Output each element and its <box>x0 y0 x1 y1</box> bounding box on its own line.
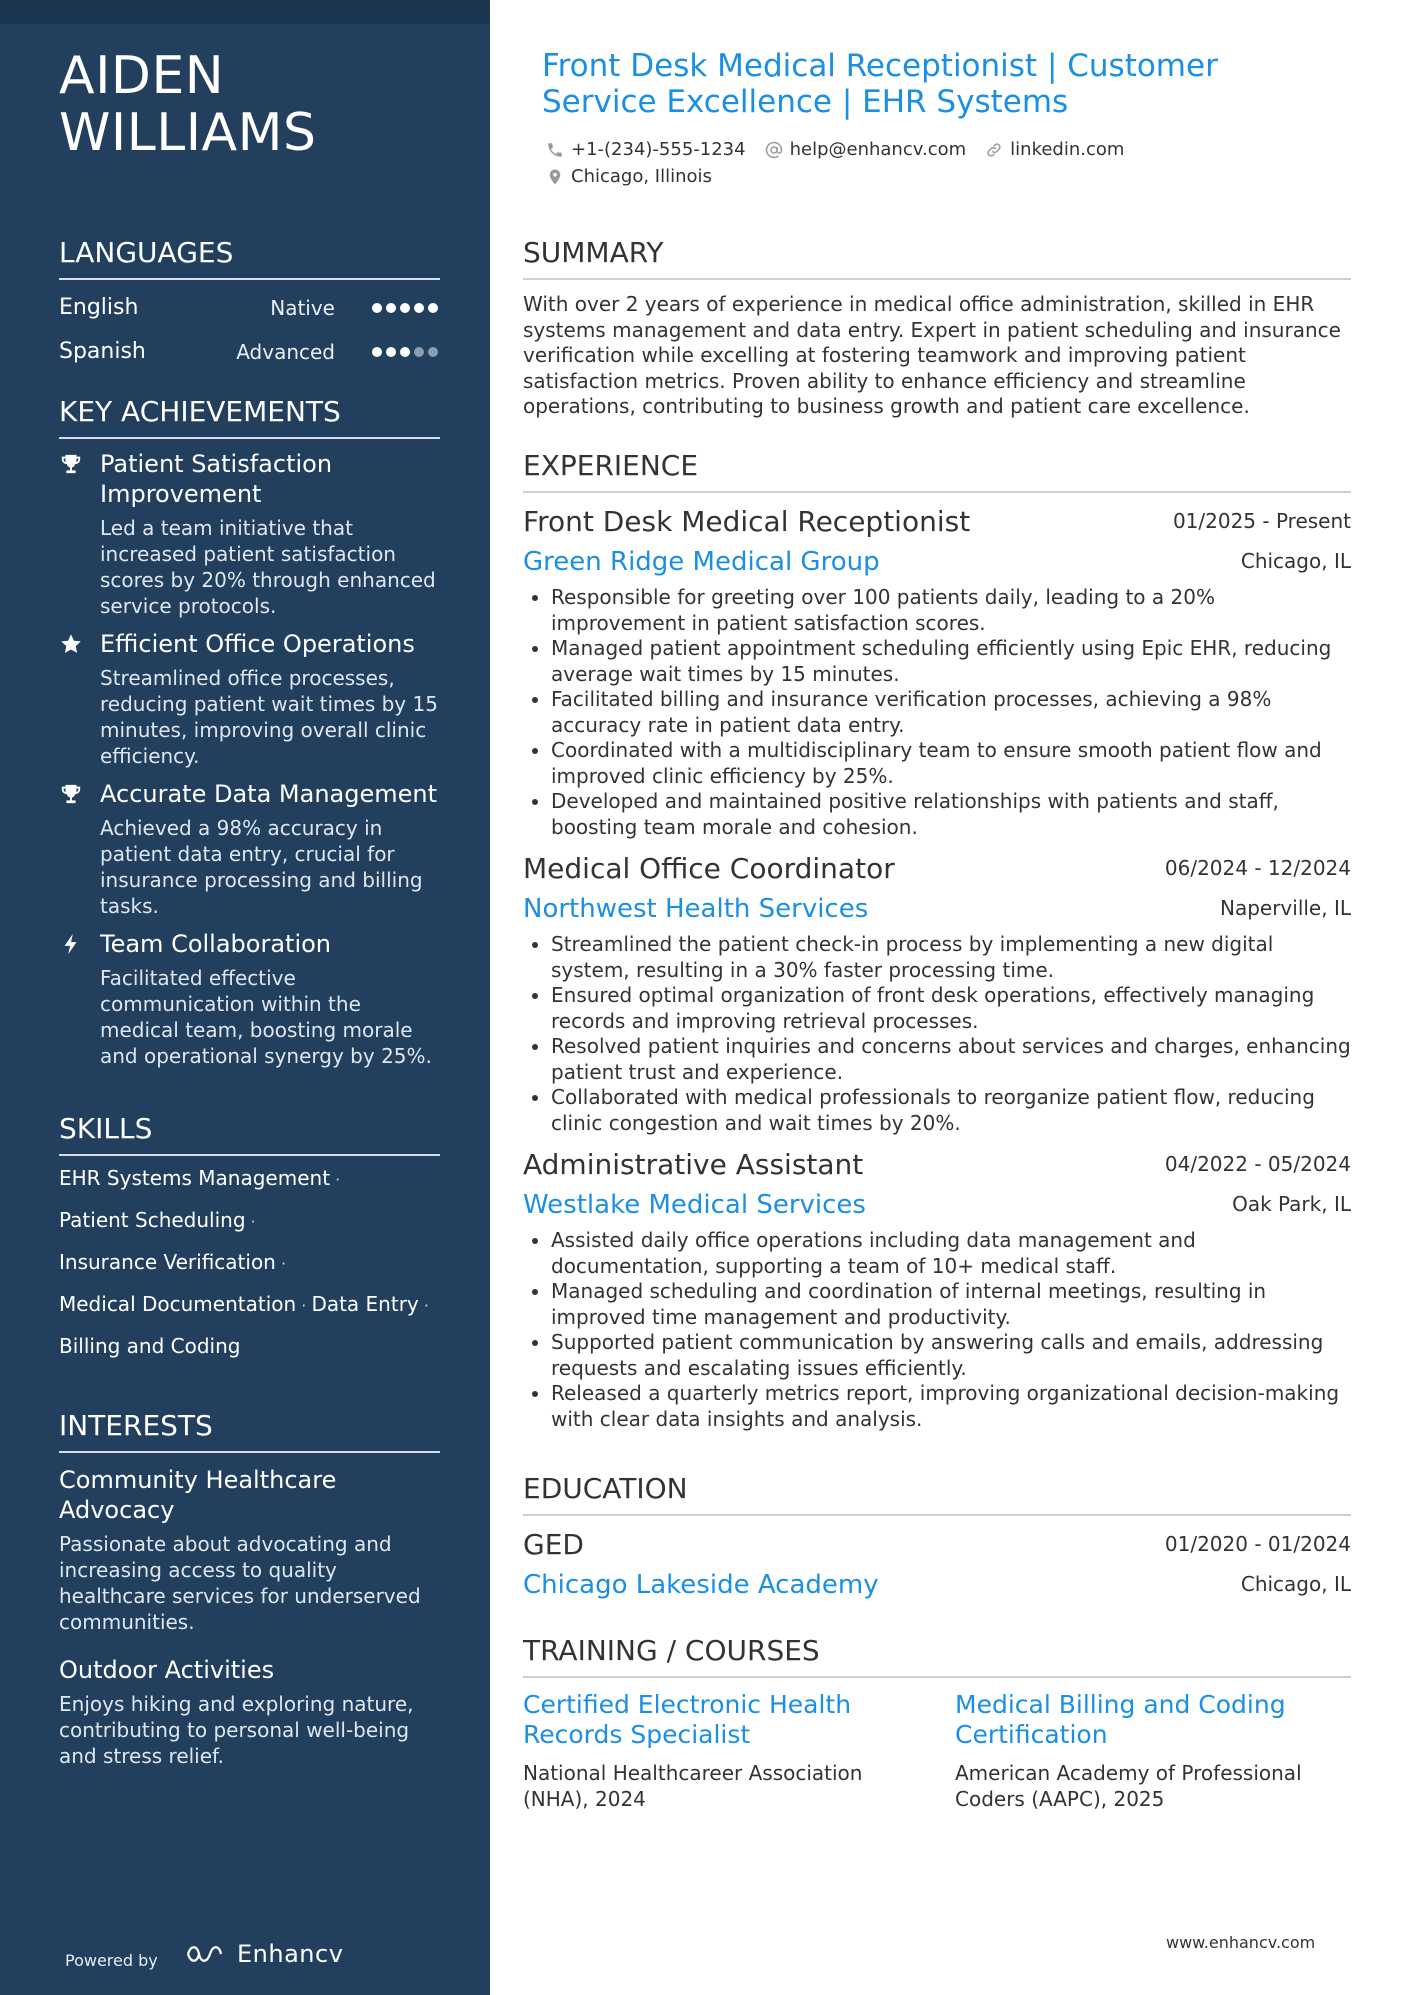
experience-section <box>523 449 1351 1444</box>
achievement-item <box>59 449 440 619</box>
rating-dot-filled <box>400 303 410 313</box>
interest-desc: Passionate about advocating and increasing access to quality healthcare services for underserved communities. <box>59 1532 421 1634</box>
rating-dot-filled <box>386 347 396 357</box>
rating-dot-filled <box>414 303 424 313</box>
skill-item: EHR Systems Management <box>59 1166 331 1190</box>
skill-item: Billing and Coding <box>59 1334 241 1358</box>
star-icon <box>59 633 83 657</box>
interest-title: Community Healthcare Advocacy <box>59 1466 337 1524</box>
skill-line: Medical Documentation · Data Entry · <box>59 1292 429 1316</box>
job-bullet: • Managed scheduling and coordination of internal meetings, resulting in improved time management and productivity. <box>551 1279 1351 1330</box>
job-dates: 04/2022 - 05/2024 <box>1164 1152 1351 1176</box>
skill-item: Medical Documentation <box>59 1292 297 1316</box>
enhancv-brand: Enhancv <box>237 1940 344 1968</box>
interest-title: Outdoor Activities <box>59 1656 275 1684</box>
job-company: Green Ridge Medical Group <box>523 547 880 577</box>
contact-info <box>545 136 1365 190</box>
course-title: Medical Billing and Coding Certification <box>955 1690 1286 1749</box>
footer-url[interactable]: www.enhancv.com <box>1166 1933 1316 1952</box>
job-bullet: • Resolved patient inquiries and concerns about services and charges, enhancing patient trust and experience. <box>551 1034 1351 1085</box>
rating-dot-filled <box>372 347 382 357</box>
training-title: TRAINING / COURSES <box>523 1634 1351 1678</box>
education-location: Chicago, IL <box>1240 1572 1351 1596</box>
skills-section <box>59 1112 440 1375</box>
rating-dot-filled <box>386 303 396 313</box>
linkedin-text[interactable]: linkedin.com <box>1010 139 1125 160</box>
achievement-item <box>59 629 440 769</box>
interests-section <box>59 1409 440 1769</box>
job-location: Naperville, IL <box>1219 896 1351 920</box>
achievement-desc: Facilitated effective communication within the medical team, boosting morale and operational synergy by 25%. <box>100 966 432 1068</box>
course-title: Certified Electronic Health Records Specialist <box>523 1690 852 1749</box>
job-company: Westlake Medical Services <box>523 1190 866 1220</box>
degree: GED <box>523 1528 584 1561</box>
language-level: Advanced <box>236 340 335 364</box>
skill-line: Insurance Verification · <box>59 1250 287 1274</box>
training-section <box>523 1634 1351 1812</box>
trophy-icon <box>59 783 83 807</box>
contact-phone <box>545 139 746 160</box>
rating-dot-filled <box>400 347 410 357</box>
achievement-item <box>59 929 440 1069</box>
powered-by-label: Powered by <box>65 1951 158 1970</box>
language-row <box>59 330 440 374</box>
job-entry <box>523 1148 1351 1432</box>
trophy-icon <box>59 453 83 477</box>
achievement-title: Team Collaboration <box>100 930 332 958</box>
language-row <box>59 286 440 330</box>
rating-dot-empty <box>428 347 438 357</box>
achievement-desc: Led a team initiative that increased patient satisfaction scores by 20% through enhanced service protocols. <box>100 516 436 618</box>
bolt-icon <box>59 933 83 957</box>
rating-dot-empty <box>414 347 424 357</box>
contact-location <box>545 166 712 187</box>
job-bullet: • Released a quarterly metrics report, improving organizational decision-making with clear data insights and analysis. <box>551 1381 1351 1432</box>
achievement-desc: Achieved a 98% accuracy in patient data entry, crucial for insurance processing and billing tasks. <box>100 816 423 918</box>
job-bullet: • Supported patient communication by answering calls and emails, addressing requests and escalating issues efficiently. <box>551 1330 1351 1381</box>
location-pin-icon <box>545 167 565 187</box>
job-title: Administrative Assistant <box>523 1148 864 1181</box>
skill-item: Insurance Verification <box>59 1250 276 1274</box>
education-dates: 01/2020 - 01/2024 <box>1164 1532 1351 1556</box>
job-bullet: • Ensured optimal organization of front desk operations, effectively managing records and improving retrieval processes. <box>551 983 1351 1034</box>
skill-line: Patient Scheduling · <box>59 1208 256 1232</box>
education-title: EDUCATION <box>523 1472 1351 1516</box>
job-title: Medical Office Coordinator <box>523 852 895 885</box>
job-location: Chicago, IL <box>1240 549 1351 573</box>
phone-text: +1-(234)-555-1234 <box>571 139 746 160</box>
job-company: Northwest Health Services <box>523 894 869 924</box>
summary-section <box>523 236 1351 420</box>
job-bullets <box>523 932 1351 1136</box>
email-text[interactable]: help@enhancv.com <box>789 139 967 160</box>
phone-icon <box>545 140 565 160</box>
job-dates: 01/2025 - Present <box>1172 509 1351 533</box>
skills-title: SKILLS <box>59 1112 440 1156</box>
skill-line <box>59 1333 440 1359</box>
education-section <box>523 1472 1351 1620</box>
job-title: Front Desk Medical Receptionist <box>523 505 971 538</box>
enhancv-logo <box>185 1940 343 1968</box>
contact-email[interactable] <box>764 139 967 160</box>
achievement-item <box>59 779 440 919</box>
job-bullets <box>523 585 1351 840</box>
summary-title: SUMMARY <box>523 236 1351 280</box>
rating-dot-filled <box>428 303 438 313</box>
job-bullet: • Managed patient appointment scheduling efficiently using Epic EHR, reducing average wait times by 15 minutes. <box>551 636 1351 687</box>
education-entry <box>523 1528 1351 1608</box>
contact-linkedin[interactable] <box>984 139 1124 160</box>
summary-text: With over 2 years of experience in medical office administration, skilled in EHR systems management and data entry. Expert in patient scheduling and insurance verification while excelling at fostering teamwork and improving patient satisfaction metrics. Proven ability to enhance efficiency and streamline operations, contributing to business growth and patient care excellence. <box>523 292 1341 418</box>
course-item <box>523 1690 903 1812</box>
course-desc: American Academy of Professional Coders (AAPC), 2025 <box>955 1761 1302 1811</box>
enhancv-logo-icon <box>185 1942 229 1966</box>
job-location: Oak Park, IL <box>1232 1192 1351 1216</box>
language-rating <box>372 286 438 330</box>
achievement-desc: Streamlined office processes, reducing patient wait times by 15 minutes, improving overall clinic efficiency. <box>100 666 438 768</box>
language-rating <box>372 330 438 374</box>
candidate-name: AIDEN WILLIAMS <box>59 46 317 163</box>
languages-section <box>59 236 440 374</box>
experience-title: EXPERIENCE <box>523 449 1351 493</box>
achievement-title: Patient Satisfaction Improvement <box>100 450 333 508</box>
languages-title: LANGUAGES <box>59 236 440 280</box>
language-level: Native <box>270 296 335 320</box>
job-bullet: • Assisted daily office operations including data management and documentation, supporting a team of 10+ medical staff. <box>551 1228 1351 1279</box>
school: Chicago Lakeside Academy <box>523 1570 879 1600</box>
job-bullet: • Developed and maintained positive relationships with patients and staff, boosting team morale and cohesion. <box>551 789 1351 840</box>
job-bullet: • Coordinated with a multidisciplinary team to ensure smooth patient flow and improved clinic efficiency by 25%. <box>551 738 1351 789</box>
job-bullet: • Collaborated with medical professionals to reorganize patient flow, reducing clinic congestion and wait times by 20%. <box>551 1085 1351 1136</box>
achievement-title: Accurate Data Management <box>100 780 438 808</box>
language-name: Spanish <box>59 339 146 364</box>
rating-dot-filled <box>372 303 382 313</box>
job-bullet: • Streamlined the patient check-in process by implementing a new digital system, resulting in a 30% faster processing time. <box>551 932 1351 983</box>
achievements-title: KEY ACHIEVEMENTS <box>59 395 440 439</box>
course-desc: National Healthcareer Association (NHA), 2024 <box>523 1761 863 1811</box>
job-bullets <box>523 1228 1351 1432</box>
link-icon <box>984 140 1004 160</box>
job-entry <box>523 505 1351 840</box>
job-entry <box>523 852 1351 1136</box>
achievement-title: Efficient Office Operations <box>100 630 415 658</box>
sidebar <box>0 0 490 1995</box>
at-icon <box>764 140 784 160</box>
job-bullet: • Responsible for greeting over 100 patients daily, leading to a 20% improvement in patient satisfaction scores. <box>551 585 1351 636</box>
location-text: Chicago, Illinois <box>571 166 712 187</box>
course-item <box>955 1690 1335 1812</box>
interest-desc: Enjoys hiking and exploring nature, contributing to personal well-being and stress relief. <box>59 1692 414 1768</box>
skill-line: EHR Systems Management · <box>59 1166 341 1190</box>
interests-title: INTERESTS <box>59 1409 440 1453</box>
job-bullet: • Facilitated billing and insurance verification processes, achieving a 98% accuracy rate in patient data entry. <box>551 687 1351 738</box>
skill-item: Patient Scheduling <box>59 1208 246 1232</box>
skill-item: Data Entry <box>311 1292 419 1316</box>
job-dates: 06/2024 - 12/2024 <box>1164 856 1351 880</box>
sidebar-top-bar <box>0 0 490 24</box>
headline: Front Desk Medical Receptionist | Customer Service Excellence | EHR Systems <box>542 48 1218 120</box>
achievements-section <box>59 395 440 1069</box>
language-name: English <box>59 295 139 320</box>
